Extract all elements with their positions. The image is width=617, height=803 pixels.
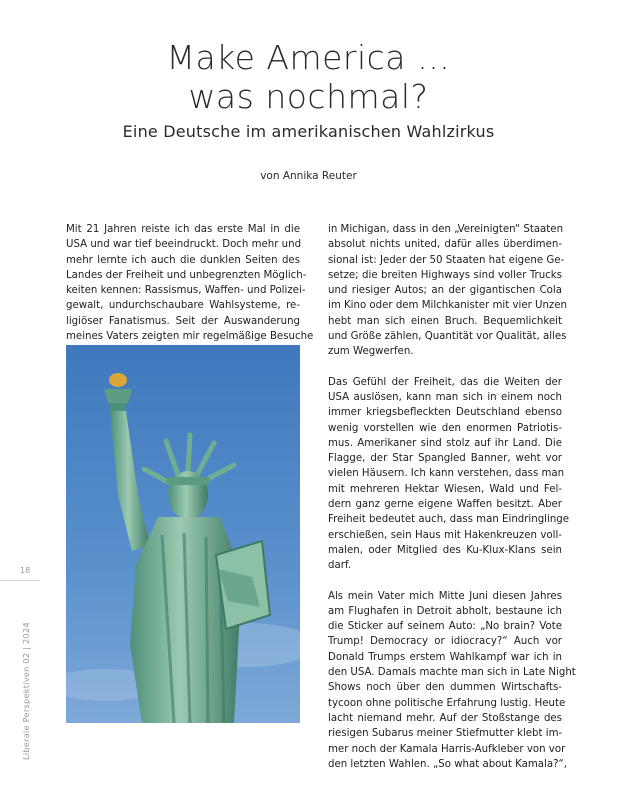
text-line: zum Wegwerfen.	[328, 346, 414, 358]
text-line: im Kino oder dem Milchkanister mit vier Unzen	[328, 300, 568, 312]
text-line: USA auslösen, kann man sich in einem noch	[328, 391, 562, 403]
text-line: wenig vorstellen wie den enormen Patriotis-	[328, 422, 562, 434]
left-paragraph	[66, 222, 314, 344]
text-line: die Sticker auf seinem Auto: „No brain? Vote	[328, 621, 562, 633]
text-line: erschießen, sein Haus mit Hakenkreuzen voll-	[328, 529, 562, 541]
text-line: lacht niemand mehr. Auf der Stoßstange des	[328, 712, 562, 724]
right-paragraph-1	[328, 222, 568, 360]
text-line: den USA. Damals machte man sich in Late Night	[328, 667, 576, 679]
text-line: USA und war tief beeindruckt. Doch mehr und	[66, 239, 302, 251]
statue-of-liberty-photo	[66, 345, 300, 723]
text-line: darf.	[328, 560, 351, 572]
title-line-2: was nochmal?	[188, 77, 429, 116]
text-line: Das Gefühl der Freiheit, das die Weiten der	[328, 376, 562, 388]
text-line: vielen Häusern. Ich kann verstehen, dass man	[328, 468, 565, 480]
text-line: und Größe zählen, Quantität vor Qualität, alles	[328, 331, 567, 343]
text-line: Landes der Freiheit und unbegrenzten Möglich-	[66, 269, 307, 281]
text-line: riesigen Subarus meiner Stiefmutter klebt im-	[328, 728, 563, 740]
text-line: Freiheit bedeutet auch, dass man Eindringlinge	[328, 514, 570, 526]
author-byline: von Annika Reuter	[260, 170, 357, 182]
text-line: am Flughafen in Detroit abholt, bestaune ich	[328, 605, 562, 617]
text-line: gewalt, undurchschaubare Wahlsysteme, re-	[66, 300, 300, 312]
text-line: sional ist: Jeder der 50 Staaten hat eigene Ge-	[328, 254, 565, 266]
article-title	[0, 38, 617, 116]
text-line: mit mehreren Hektar Wiesen, Wald und Fel-	[328, 483, 562, 495]
text-line: absolut nichts united, dafür alles überdimen-	[328, 239, 562, 251]
text-line: mus. Amerikaner sind stolz auf ihr Land. Die	[328, 437, 562, 449]
text-line: und riesiger Autos; an der gigantischen Cola	[328, 285, 562, 297]
title-line-1: Make America …	[166, 38, 451, 77]
text-line: Shows noch über den dummen Wirtschafts-	[328, 682, 562, 694]
text-line: keiten kennen: Rassismus, Waffen- und Polizei-	[66, 285, 306, 297]
right-column	[328, 222, 576, 772]
statue-illustration	[66, 345, 300, 723]
right-paragraph-3	[328, 589, 576, 773]
text-line: Als mein Vater mich Mitte Juni diesen Jahres	[328, 590, 562, 602]
text-line: Mit 21 Jahren reiste ich das erste Mal in die	[66, 224, 300, 235]
text-line: dern ganz gerne eigene Waffen besitzt. Aber	[328, 499, 562, 511]
text-line: setze; die breiten Highways sind voller Trucks	[328, 269, 562, 281]
text-line: hebt man sich einen Bruch. Bequemlichkeit	[328, 315, 562, 327]
text-line: meines Vaters zeigten mir regelmäßige Besuche	[66, 331, 314, 343]
text-line: Donald Trumps erstem Wahlkampf war ich in	[328, 651, 562, 663]
article-subtitle: Eine Deutsche im amerikanischen Wahlzirkus	[122, 122, 495, 141]
text-line: Flagge, der Star Spangled Banner, weht vor	[328, 453, 562, 465]
left-column	[66, 222, 314, 344]
text-line: den letzten Wahlen. „So what about Kamala?“,	[328, 758, 567, 770]
text-line: in Michigan, dass in den „Vereinigten“ Staaten	[328, 224, 564, 235]
text-line: immer kriegsbefleckten Deutschland ebenso	[328, 407, 562, 419]
text-line: Trump! Democracy or idiocracy?“ Auch vor	[328, 636, 562, 648]
page-number: 18	[20, 566, 31, 575]
text-line: ligiöser Fanatismus. Seit der Auswanderung	[66, 315, 300, 327]
text-line: tycoon ohne politische Erfahrung lustig. Heute	[328, 697, 566, 709]
right-paragraph-2	[328, 375, 570, 574]
text-line: malen, oder Mitglied des Ku-Klux-Klans sein	[328, 544, 562, 556]
text-line: mehr lernte ich auch die dunklen Seiten des	[66, 254, 300, 266]
page-number-rule	[0, 580, 40, 581]
text-line: mer noch der Kamala Harris-Aufkleber von vor	[328, 743, 566, 755]
publication-name: Liberale Perspektiven 02 | 2024	[21, 622, 31, 760]
